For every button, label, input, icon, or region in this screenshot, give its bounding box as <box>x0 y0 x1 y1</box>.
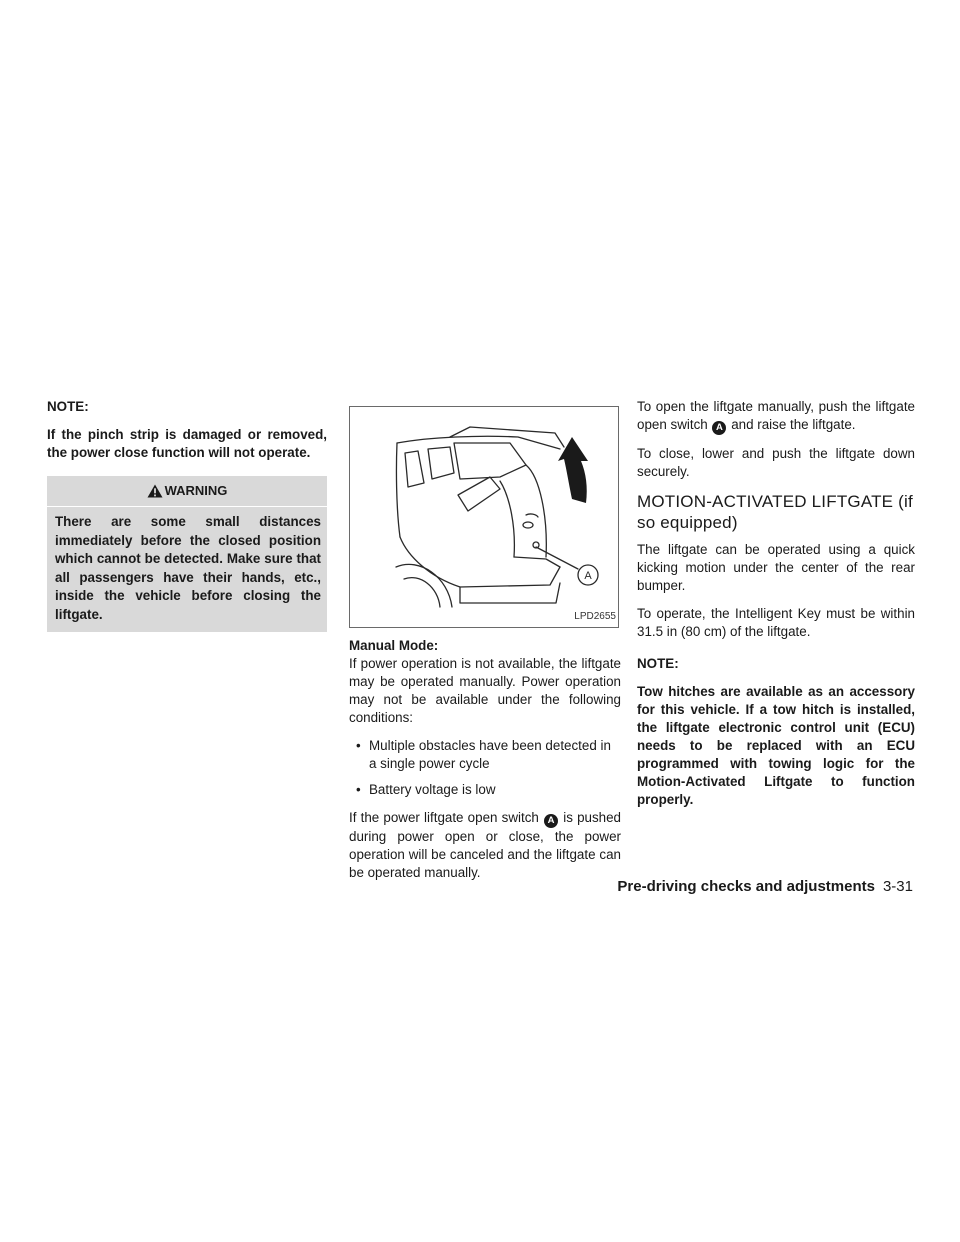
switch-paragraph <box>349 809 621 882</box>
liftgate-figure <box>349 406 619 628</box>
callout-a-icon: A <box>712 421 726 435</box>
raise-arrow-icon <box>558 437 588 503</box>
warning-header <box>47 476 327 507</box>
column-middle <box>349 398 621 892</box>
callout-a-icon: A <box>544 814 558 828</box>
warning-triangle-icon <box>147 484 163 498</box>
page-number: 3-31 <box>882 878 913 895</box>
switch-text-before: If the power liftgate open switch <box>349 810 539 825</box>
figure-label: LPD2655 <box>574 611 616 622</box>
figure-callout: A <box>584 570 592 582</box>
note-text: If the pinch strip is damaged or removed, the power close function will not operate. <box>47 427 327 460</box>
open-text-after: and raise the liftgate. <box>731 417 856 432</box>
close-paragraph: To close, lower and push the liftgate down securely. <box>637 446 915 479</box>
manual-mode-text: If power operation is not available, the liftgate may be operated manually. Power operation may not be available under the following conditions: <box>349 656 621 725</box>
page-footer <box>617 878 913 895</box>
manual-mode-heading: Manual Mode: <box>349 638 439 653</box>
section-title: MOTION-ACTIVATED LIFTGATE (if so equipped) <box>637 492 913 532</box>
conditions-list <box>349 737 621 799</box>
list-item: • Multiple obstacles have been detected in a single power cycle <box>349 737 621 773</box>
open-paragraph <box>637 398 915 435</box>
warning-box <box>47 476 327 632</box>
switch-text-after: is pushed during power open or close, the power operation will be canceled and the liftgate can be operated manually. <box>349 810 621 880</box>
column-right <box>637 398 915 819</box>
open-text-before: To open the liftgate manually, push the liftgate open switch <box>637 399 915 432</box>
vehicle-rear-illustration <box>350 407 618 627</box>
operate-paragraph: To operate, the Intelligent Key must be within 31.5 in (80 cm) of the liftgate. <box>637 606 915 639</box>
kick-paragraph: The liftgate can be operated using a quick kicking motion under the center of the rear bumper. <box>637 542 915 593</box>
warning-title: WARNING <box>164 483 228 498</box>
list-item: • Battery voltage is low <box>349 781 621 799</box>
chapter-title: Pre-driving checks and adjustments <box>617 878 875 895</box>
note-text: Tow hitches are available as an accessory for this vehicle. If a tow hitch is installed, the liftgate electronic control unit (ECU) needs to be replaced with an ECU programmed with towing logic for the Motion-Activated Liftgate to function properly. <box>637 684 915 807</box>
warning-text: There are some small distances immediately before the closed position which cannot be detected. Make sure that all passengers have their hands, etc., inside the vehicle before closing the liftgate. <box>55 514 321 622</box>
column-left <box>47 398 327 632</box>
note-heading: NOTE: <box>637 656 679 671</box>
note-heading: NOTE: <box>47 399 89 414</box>
